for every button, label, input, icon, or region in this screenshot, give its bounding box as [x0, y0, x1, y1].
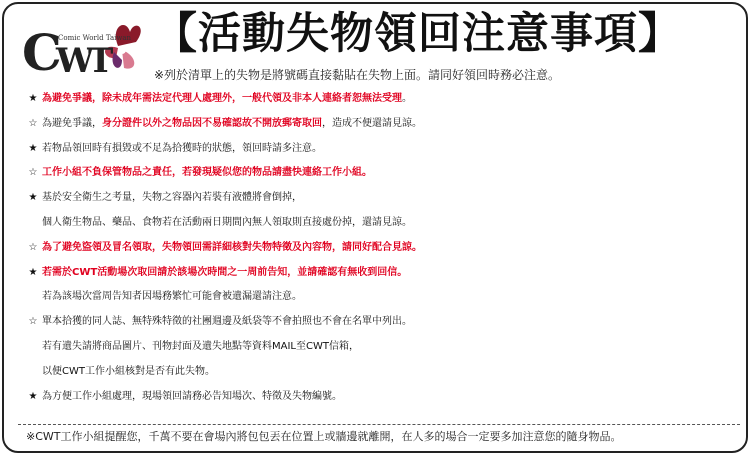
- rule-text: 以便CWT工作小組核對是否有此失物。: [42, 365, 215, 377]
- filled-star-icon: ★: [28, 142, 38, 154]
- rule-text: 。: [402, 93, 412, 104]
- rule-text: 為方便工作小組處理，現場領回請務必告知場次、特徵及失物編號。: [42, 390, 342, 402]
- page-title: 【活動失物領回注意事項】: [154, 9, 682, 59]
- rule-text: 為避免爭議，: [42, 117, 102, 129]
- page-subtitle: ※列於清單上的失物是將號碼直接黏貼在失物上面。請同好領回時務必注意。: [154, 68, 561, 82]
- cwt-logo: [18, 12, 152, 82]
- rule-line: [24, 112, 744, 137]
- filled-star-icon: ★: [28, 192, 38, 204]
- rule-text: 單本拾獲的同人誌、無特殊特徵的社團週邊及紙袋等不會拍照也不會在名單中列出。: [42, 316, 412, 328]
- flower-petal: [113, 52, 122, 68]
- footnote: ※CWT工作小組提醒您，千萬不要在會場內將包包丟在位置上或牆邊就離開，在人多的場合一定要多加注意您的隨身物品。: [26, 430, 622, 443]
- outline-star-icon: ☆: [28, 241, 38, 253]
- outline-star-icon: ☆: [28, 316, 38, 328]
- outline-star-icon: ☆: [28, 117, 38, 129]
- logo-letter-c: C: [22, 23, 62, 82]
- rule-text: 若物品領回時有損毀或不足為拾獲時的狀態，領回時請多注意。: [42, 142, 322, 154]
- rule-line: [24, 360, 744, 385]
- logo-tagline: Comic World Taiwan: [58, 34, 132, 42]
- rule-text: 若有遺失請將商品圖片、刊物封面及遺失地點等資料MAIL至CWT信箱，: [42, 340, 359, 352]
- rule-line: [24, 261, 744, 286]
- rule-text: ，造成不便還請見諒。: [322, 117, 422, 129]
- rule-line: [24, 137, 744, 162]
- outline-star-icon: ☆: [28, 167, 38, 179]
- filled-star-icon: ★: [28, 266, 38, 278]
- rule-text-highlight: 若需於CWT活動場次取回請於該場次時間之一周前告知，並請確認有無收到回信。: [42, 266, 408, 278]
- rules-list: [24, 87, 744, 409]
- rule-line: [24, 236, 744, 261]
- rule-text: 若為該場次當周告知者因場務繁忙可能會被遺漏還請注意。: [42, 291, 302, 303]
- rule-text: 個人衛生物品、藥品、食物若在活動兩日期間內無人領取則直接處份掉，還請見諒。: [42, 216, 412, 228]
- footnote-divider: [18, 424, 740, 425]
- rule-line: [24, 310, 744, 335]
- rule-line: [24, 285, 744, 310]
- rule-text-highlight: 為避免爭議，除未成年需法定代理人處理外，一般代領及非本人連絡者恕無法受理: [42, 93, 402, 104]
- filled-star-icon: ★: [28, 93, 38, 104]
- rule-text-highlight: 為了避免盜領及冒名領取，失物領回需詳細核對失物特徵及內容物，請同好配合見諒。: [42, 241, 422, 253]
- rule-line: [24, 87, 744, 112]
- notice-frame: [2, 2, 748, 453]
- rule-line: [24, 335, 744, 360]
- logo-letter-t: T: [88, 41, 114, 81]
- filled-star-icon: ★: [28, 390, 38, 402]
- rule-line: [24, 186, 744, 211]
- rule-line: [24, 161, 744, 186]
- rule-text-highlight: 工作小組不負保管物品之責任，若發現疑似您的物品請盡快連絡工作小組。: [42, 167, 372, 179]
- rule-text: 基於安全衛生之考量，失物之容器內若裝有液體將會倒掉，: [42, 192, 302, 204]
- rule-line: [24, 385, 744, 410]
- rule-line: [24, 211, 744, 236]
- logo-letter-w: W: [56, 41, 95, 81]
- rule-text-highlight: 身分證件以外之物品因不易確認故不開放郵寄取回: [102, 117, 322, 129]
